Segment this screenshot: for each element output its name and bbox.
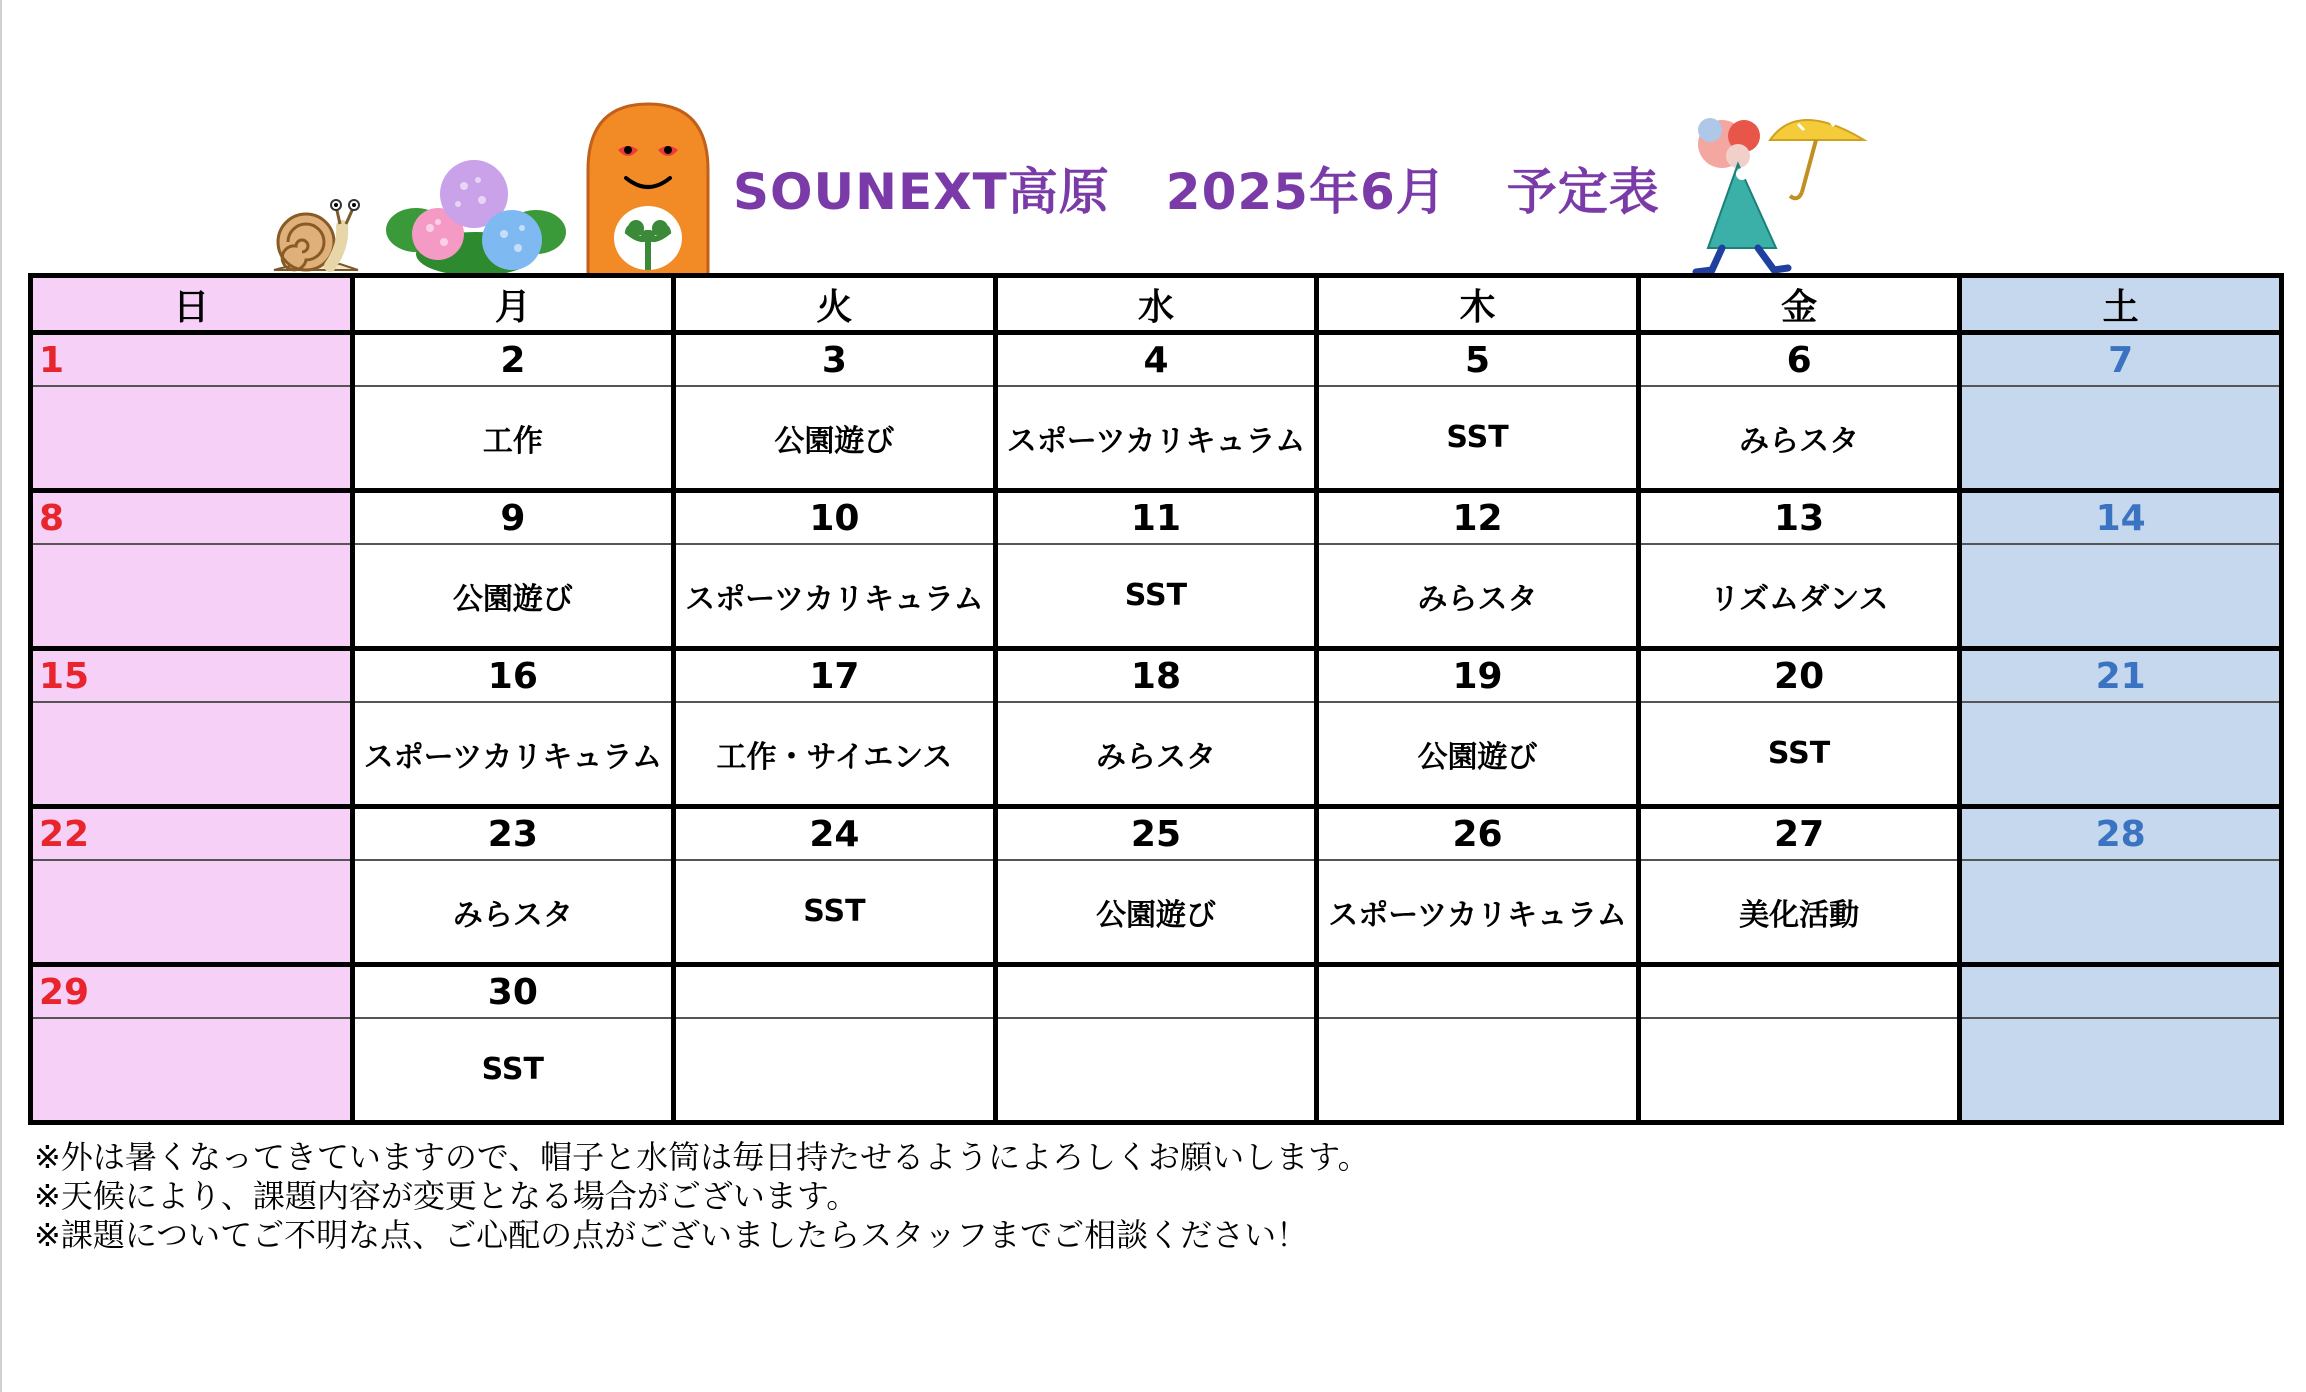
date-row xyxy=(31,965,2282,1019)
snail-icon xyxy=(270,196,366,276)
activity-cell: スポーツカリキュラム xyxy=(352,702,674,807)
activity-cell xyxy=(1960,386,2282,491)
weekday-header-row xyxy=(31,276,2282,333)
activity-cell: SST xyxy=(352,1018,674,1123)
date-cell: 5 xyxy=(1317,333,1639,387)
weekday-header-saturday: 土 xyxy=(1960,276,2282,333)
date-cell: 17 xyxy=(674,649,996,703)
activity-cell: みらスタ xyxy=(1317,544,1639,649)
date-cell: 20 xyxy=(1638,649,1960,703)
date-row xyxy=(31,333,2282,387)
date-cell: 8 xyxy=(31,491,353,545)
page-title xyxy=(733,148,1660,228)
calendar-table xyxy=(28,273,2284,1125)
activity-cell: 公園遊び xyxy=(674,386,996,491)
date-cell: 3 xyxy=(674,333,996,387)
date-cell: 13 xyxy=(1638,491,1960,545)
activity-cell xyxy=(995,1018,1317,1123)
activity-row xyxy=(31,386,2282,491)
activity-cell: SST xyxy=(1317,386,1639,491)
date-cell xyxy=(995,965,1317,1019)
activity-cell xyxy=(31,702,353,807)
weekday-header-monday: 月 xyxy=(352,276,674,333)
date-cell: 7 xyxy=(1960,333,2282,387)
activity-row xyxy=(31,702,2282,807)
activity-row xyxy=(31,544,2282,649)
date-row xyxy=(31,491,2282,545)
date-cell: 4 xyxy=(995,333,1317,387)
date-cell xyxy=(1960,965,2282,1019)
date-row xyxy=(31,807,2282,861)
note-weather-change: ※天候により、課題内容が変更となる場合がございます。 xyxy=(34,1177,859,1215)
activity-cell: みらスタ xyxy=(995,702,1317,807)
activity-cell xyxy=(31,544,353,649)
activity-cell: SST xyxy=(674,860,996,965)
date-cell: 15 xyxy=(31,649,353,703)
activity-cell: SST xyxy=(1638,702,1960,807)
activity-cell xyxy=(31,386,353,491)
weekday-header-friday: 金 xyxy=(1638,276,1960,333)
activity-cell: 公園遊び xyxy=(995,860,1317,965)
date-cell: 11 xyxy=(995,491,1317,545)
activity-cell: リズムダンス xyxy=(1638,544,1960,649)
date-cell: 18 xyxy=(995,649,1317,703)
hydrangea-icon xyxy=(386,150,566,278)
page-edge-line xyxy=(0,0,2,1392)
date-cell: 23 xyxy=(352,807,674,861)
date-cell: 29 xyxy=(31,965,353,1019)
date-cell: 12 xyxy=(1317,491,1639,545)
activity-row xyxy=(31,1018,2282,1123)
activity-cell xyxy=(31,1018,353,1123)
date-cell: 9 xyxy=(352,491,674,545)
date-cell: 19 xyxy=(1317,649,1639,703)
date-cell: 6 xyxy=(1638,333,1960,387)
activity-cell xyxy=(1960,702,2282,807)
date-row xyxy=(31,649,2282,703)
date-cell xyxy=(1638,965,1960,1019)
activity-cell xyxy=(31,860,353,965)
activity-cell xyxy=(1960,860,2282,965)
activity-cell: スポーツカリキュラム xyxy=(1317,860,1639,965)
date-cell: 10 xyxy=(674,491,996,545)
date-cell xyxy=(1317,965,1639,1019)
date-cell: 22 xyxy=(31,807,353,861)
activity-cell: 工作・サイエンス xyxy=(674,702,996,807)
activity-cell: 公園遊び xyxy=(1317,702,1639,807)
activity-cell xyxy=(1960,1018,2282,1123)
date-cell: 1 xyxy=(31,333,353,387)
activity-cell: スポーツカリキュラム xyxy=(995,386,1317,491)
weekday-header-tuesday: 火 xyxy=(674,276,996,333)
activity-cell xyxy=(1960,544,2282,649)
date-cell: 24 xyxy=(674,807,996,861)
activity-cell: 工作 xyxy=(352,386,674,491)
activity-row xyxy=(31,860,2282,965)
activity-cell: スポーツカリキュラム xyxy=(674,544,996,649)
activity-cell: みらスタ xyxy=(1638,386,1960,491)
date-cell: 14 xyxy=(1960,491,2282,545)
weekday-header-sunday: 日 xyxy=(31,276,353,333)
date-cell: 2 xyxy=(352,333,674,387)
activity-cell xyxy=(1317,1018,1639,1123)
umbrella-character-icon xyxy=(1688,100,1868,276)
date-cell: 30 xyxy=(352,965,674,1019)
notes-section xyxy=(34,1138,1370,1255)
date-cell: 27 xyxy=(1638,807,1960,861)
activity-cell: 公園遊び xyxy=(352,544,674,649)
activity-cell xyxy=(674,1018,996,1123)
date-cell: 21 xyxy=(1960,649,2282,703)
activity-cell xyxy=(1638,1018,1960,1123)
title-label: 予定表 xyxy=(1506,163,1660,221)
date-cell: 16 xyxy=(352,649,674,703)
weekday-header-thursday: 木 xyxy=(1317,276,1639,333)
title-name: SOUNEXT高原 xyxy=(733,163,1110,221)
activity-cell: 美化活動 xyxy=(1638,860,1960,965)
title-month: 2025年6月 xyxy=(1165,163,1447,221)
date-cell: 26 xyxy=(1317,807,1639,861)
note-contact-staff: ※課題についてご不明な点、ご心配の点がございましたらスタッフまでご相談ください！ xyxy=(34,1216,1309,1254)
date-cell: 25 xyxy=(995,807,1317,861)
orange-monster-icon xyxy=(578,100,718,276)
activity-cell: みらスタ xyxy=(352,860,674,965)
date-cell xyxy=(674,965,996,1019)
note-hat-water: ※外は暑くなってきていますので、帽子と水筒は毎日持たせるようによろしくお願いします。 xyxy=(34,1138,1370,1176)
date-cell: 28 xyxy=(1960,807,2282,861)
weekday-header-wednesday: 水 xyxy=(995,276,1317,333)
activity-cell: SST xyxy=(995,544,1317,649)
